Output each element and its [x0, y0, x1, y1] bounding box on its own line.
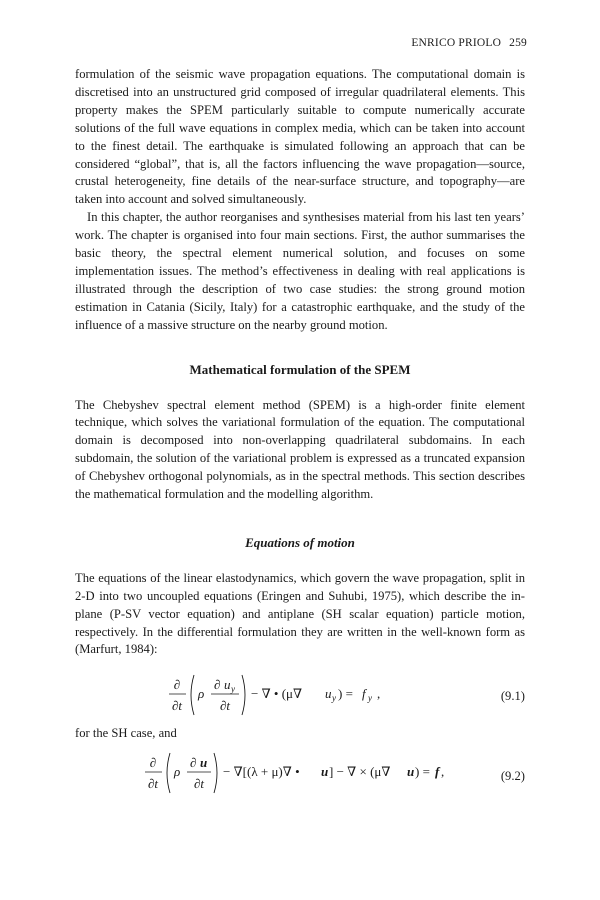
eq2-rho: ρ	[174, 764, 181, 780]
paragraph-1: formulation of the seismic wave propagation equations. The computational domain is discretised into an unstructured grid composed of irregular quadrilateral elements. This property makes the SPEM particularly suitable to compute numerically accurate solutions of the full wave equations in complex media, which can be taken into account to the finest detail. The earthquake is simulated following an approach that can be considered “global”, that is, all the factors influencing the wave propagation—source, crustal heterogeneity, fine details of the near-surface structure, and topography—are taken into account and solved simultaneously.	[75, 67, 525, 207]
eq1-u2: u	[325, 686, 332, 702]
eq1-d2-numerator: ∂	[214, 677, 221, 693]
page-number: 259	[509, 37, 527, 49]
eq1-comma: ,	[377, 686, 381, 702]
eq2-equals: ) =	[415, 764, 430, 780]
eq1-u: u	[224, 677, 231, 693]
eq2-comma: ,	[441, 764, 445, 780]
eq1-dt2-denominator: ∂t	[219, 698, 231, 714]
equation-number-9-2: (9.2)	[500, 769, 525, 784]
section-heading: Mathematical formulation of the SPEM	[189, 361, 411, 377]
eq2-d2-numerator: ∂	[190, 755, 197, 771]
main-text	[75, 66, 525, 805]
eq2-operator: − ∇[(λ + μ)∇ •	[223, 764, 300, 780]
equation-9-1-formula	[169, 667, 409, 725]
eq1-sub-y2: y	[332, 693, 336, 704]
eq1-rho: ρ	[198, 686, 205, 702]
eq1-f: f	[362, 686, 366, 702]
eq2-d-numerator: ∂	[149, 755, 157, 771]
eq2-f: f	[435, 764, 440, 780]
eq2-dt-denominator: ∂t	[147, 776, 159, 792]
eq2-u3: u	[407, 764, 415, 780]
eq1-equals: ) =	[338, 686, 353, 702]
eq2-u2: u	[321, 764, 329, 780]
eq2-u: u	[200, 755, 208, 771]
subsection-paragraph: The equations of the linear elastodynamics, which govern the wave propagation, split in 2-D into two uncoupled equations (Eringen and Suhubi, 1975), which describe the in-plane (P-SV vector equation) and antiplane (SH scalar equation) particle motion, respectively. In the differential formulation they are written in the well-known form as (Marfurt, 1984):	[75, 570, 525, 657]
paragraph-2: In this chapter, the author reorganises and synthesises material from his last ten years’ work. The chapter is organised into four main sections. First, the author summarises the basic theory, the spectral element numerical solution, and focuses on some implementation issues. The method’s effectiveness in dealing with real applications is illustrated through the description of two case studies: the strong ground motion estimation in Catania (Sicily, Italy) for a catastrophic earthquake, and the study of the influence of a massive structure on the nearby ground motion.	[75, 210, 525, 332]
eq1-d-numerator: ∂	[173, 677, 181, 693]
section-paragraph: The Chebyshev spectral element method (SPEM) is a high-order finite element technique, which solves the variational formulation of the equation. The computational domain is decomposed into non-overlapping quadrilateral subdomains. In each subdomain, the solution of the variational problem is expressed as a truncated expansion of Chebyshev orthogonal polynomials, as in the spectral methods. This section describes the mathematical formulation and the modelling algorithm.	[75, 397, 525, 502]
running-head-author: ENRICO PRIOLO	[411, 37, 502, 49]
equation-number-9-1: (9.1)	[500, 689, 525, 704]
eq1-dt-denominator: ∂t	[171, 698, 183, 714]
equation-9-1	[75, 667, 525, 725]
between-text: for the SH case, and	[75, 726, 177, 741]
eq2-mid: ] − ∇ × (μ∇	[329, 764, 391, 780]
eq1-sub-y: y	[231, 684, 235, 695]
equation-9-2	[75, 747, 525, 805]
subsection-heading: Equations of motion	[245, 534, 355, 550]
eq2-dt2-denominator: ∂t	[193, 776, 205, 792]
eq1-sub-y3: y	[368, 693, 372, 704]
equation-9-2-formula	[145, 747, 445, 805]
eq1-operator: − ∇ • (μ∇	[251, 686, 303, 702]
running-head	[411, 37, 527, 49]
